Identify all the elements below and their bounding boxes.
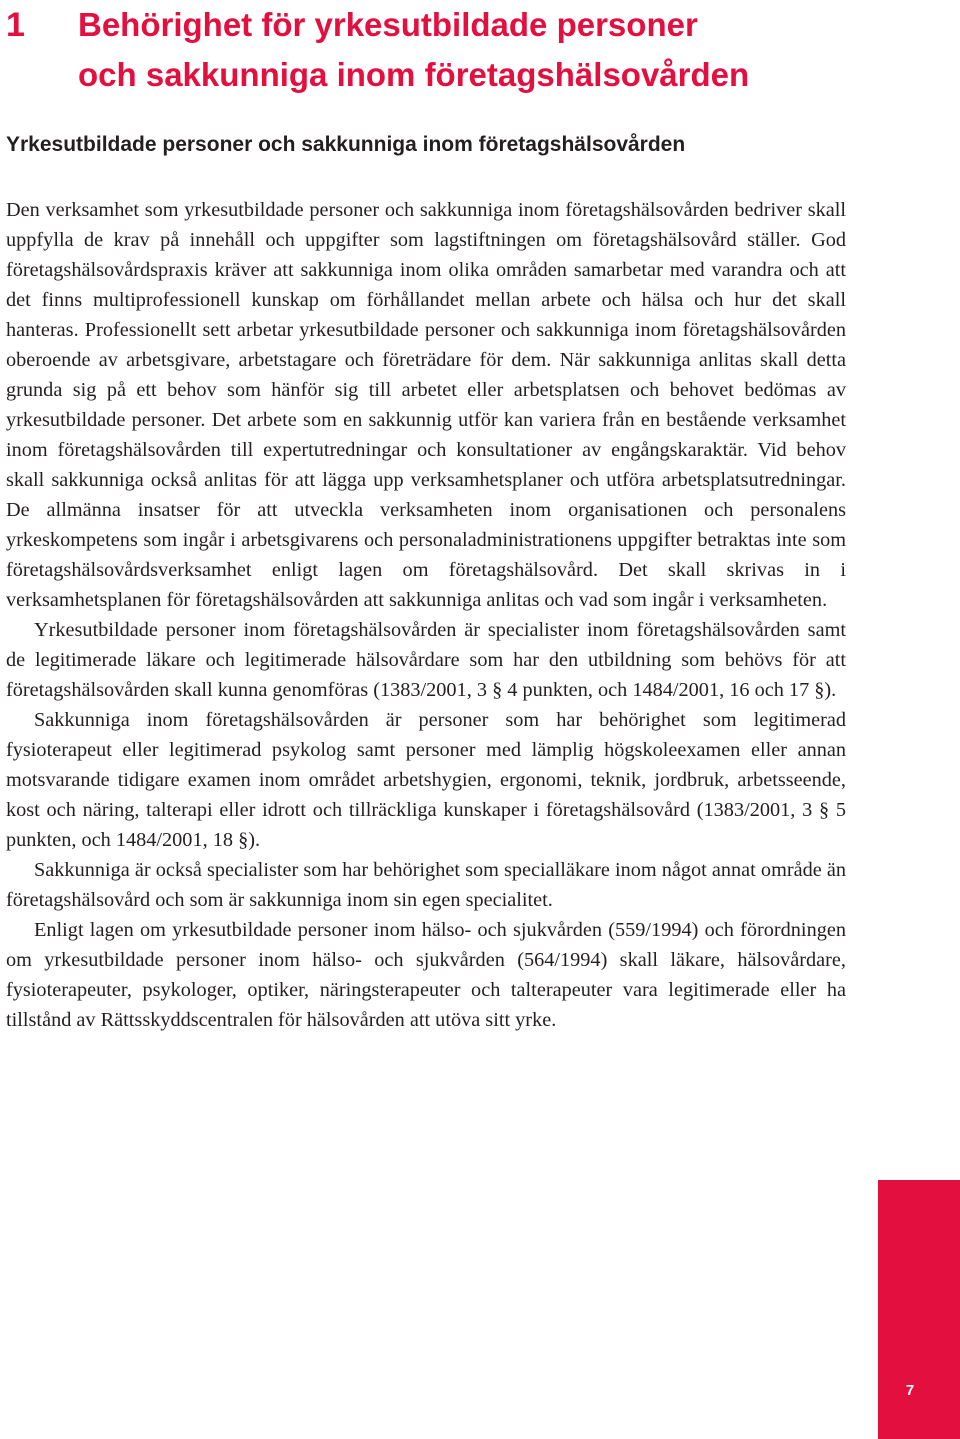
chapter-title bbox=[78, 0, 749, 100]
body-text bbox=[6, 195, 846, 1035]
paragraph-3: Sakkunniga inom företagshälsovården är personer som har behörighet som legitimerad fysioterapeut eller legitimerad psykolog samt personer med lämplig högskoleexamen eller annan motsvarande tidigare examen inom området arbetshygien, ergonomi, teknik, jordbruk, arbetsseende, kost och näring, talterapi eller idrott och tillräckliga kunskaper i företagshälsovård (1383/2001, 3 § 5 punkten, och 1484/2001, 18 §). bbox=[6, 709, 846, 851]
page-number-tab bbox=[878, 1180, 960, 1439]
chapter-title-line-2: och sakkunniga inom företagshälsovården bbox=[78, 56, 750, 93]
paragraph-1: Den verksamhet som yrkesutbildade personer och sakkunniga inom företagshälsovården bedriver skall uppfylla de krav på innehåll och uppgifter som lagstiftningen om företagshälsovård ställer. God företagshälsovårdspraxis kräver att sakkunniga inom olika områden samarbetar med varandra och att det finns multiprofessionell kunskap om förhållandet mellan arbete och hälsa och hur det skall hanteras. Professionellt sett arbetar yrkesutbildade personer och sakkunniga inom företagshälsovården oberoende av arbetsgivare, arbetstagare och företrädare för dem. När sakkunniga anlitas skall detta grunda sig på ett behov som hänför sig till arbetet eller arbetsplatsen och behovet bedömas av yrkesutbildade personer. Det arbete som en sakkunnig utför kan variera från en bestående verksamhet inom företagshälsovården till expertutredningar och konsultationer av engångskaraktär. Vid behov skall sakkunniga också anlitas för att lägga upp verksamhetsplaner och utföra arbetsplatsutredningar. De allmänna insatser för att utveckla verksamheten inom organisationen och personalens yrkeskompetens som ingår i arbetsgivarens och personaladministrationens uppgifter betraktas inte som företagshälsovårdsverksamhet enligt lagen om företagshälsovård. Det skall skrivas in i verksamhetsplanen för företagshälsovården att sakkunniga anlitas och vad som ingår i verksamheten. bbox=[6, 199, 846, 611]
section-heading: Yrkesutbildade personer och sakkunniga inom företagshälsovården bbox=[6, 133, 686, 156]
chapter-number: 1 bbox=[6, 6, 25, 44]
page-number: 7 bbox=[905, 1382, 915, 1399]
paragraph-2: Yrkesutbildade personer inom företagshälsovården är specialister inom företagshälsovården samt de legitimerade läkare och legitimerade hälsovårdare som har den utbildning som behövs för att företagshälsovården skall kunna genomföras (1383/2001, 3 § 4 punkten, och 1484/2001, 16 och 17 §). bbox=[6, 619, 846, 701]
chapter-title-line-1: Behörighet för yrkesutbildade personer bbox=[78, 6, 698, 43]
paragraph-4: Sakkunniga är också specialister som har behörighet som specialläkare inom något annat område än företagshälsovård och som är sakkunniga inom sin egen specialitet. bbox=[6, 859, 846, 911]
chapter-header bbox=[6, 6, 946, 100]
paragraph-5: Enligt lagen om yrkesutbildade personer inom hälso- och sjukvården (559/1994) och förordningen om yrkesutbildade personer inom hälso- och sjukvården (564/1994) skall läkare, hälsovårdare, fysioterapeuter, psykologer, optiker, näringsterapeuter och talterapeuter vara legitimerade eller ha tillstånd av Rättsskyddscentralen för hälsovården att utöva sitt yrke. bbox=[6, 919, 846, 1031]
